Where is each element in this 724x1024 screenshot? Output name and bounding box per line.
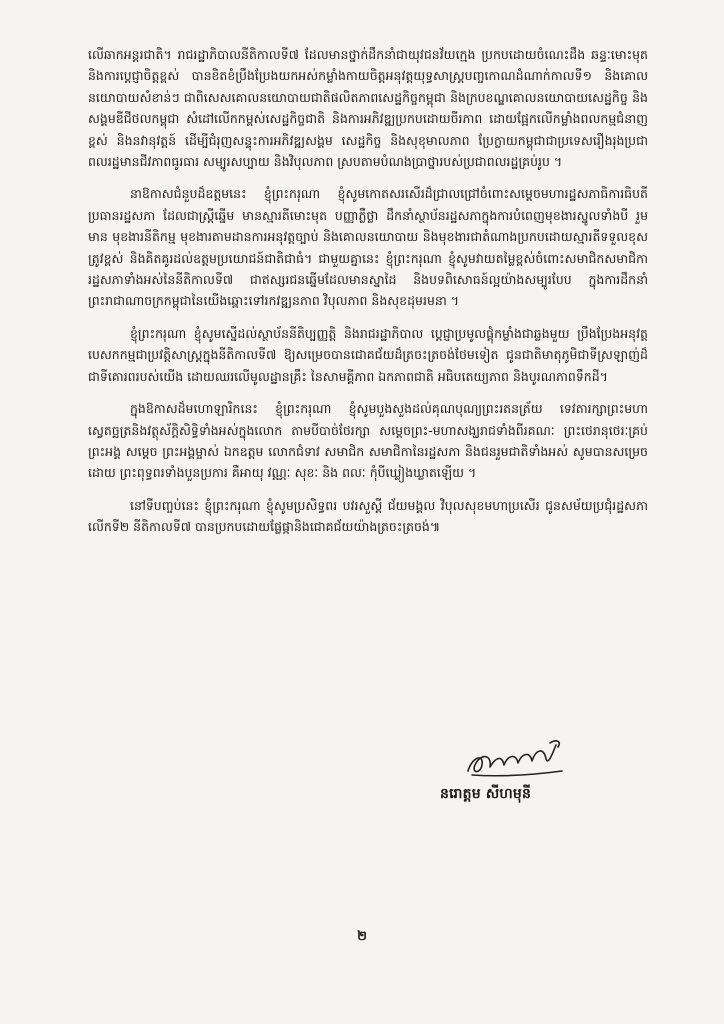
- letter-body: [88, 44, 648, 549]
- paragraph-4: ក្នុងឱកាសដ៏មហោឡារិកនេះ ខ្ញុំព្រះករុណា ខ្ញុំសូមបួងសួងដល់គុណបុណ្យព្រះរតនត្រ័យ ទេវតារក្សាព្រះមហាស្វេតច្ឆត្រនិងវត្ថុស័ក្តិសិទ្ធិទាំងអស់ក្នុងលោក តាមបីបាច់ថែរក្សា សម្តេចព្រះ-មហាសង្ឃរាជទាំងពីរគណៈ ព្រះថេរានុថេរៈគ្រប់ព្រះអង្គ សម្តេច ព្រះអង្គម្ចាស់ ឯកឧត្តម លោកជំទាវ សមាជិក សមាជិកានៃរដ្ឋសភា និងជនរួមជាតិទាំងអស់ សូមបានសម្រេចដោយ ព្រះពុទ្ធពរទាំងបួនប្រការ គឺអាយុ វណ្ណៈ សុខៈ និង ពលៈ កុំបីឃ្លៀងឃ្លាតឡើយ ។: [88, 401, 648, 481]
- handwritten-signature: [462, 735, 572, 781]
- paragraph-3: ខ្ញុំព្រះករុណា ខ្ញុំសូមស្នើដល់ស្ថាប័ននីតិប្បញ្ញត្តិ និងរាជរដ្ឋាភិបាល ប្តេជ្ញាប្រមូលផ្តុំកម្លាំងជាឆ្លងមួយ ប្រឹងប្រែងអនុវត្តបេសកកម្មជាប្រវត្តិសាស្ត្រក្នុងនីតិកាលទី៧ ឱ្យសម្រេចបានជោគជ័យដ៏ត្រចះត្រចង់ថែមទៀត ជូនជាតិមាតុភូមិជាទីស្រឡាញ់ដ៏ជាទីគោរពរបស់យើង ដោយឈរលើមូលដ្ឋានគ្រឹះ នៃសាមគ្គីភាព ឯកភាពជាតិ អធិបតេយ្យភាព និងបូរណភាពទឹកដី។: [88, 325, 648, 384]
- paragraph-5: នៅទីបញ្ចប់នេះ ខ្ញុំព្រះករុណា ខ្ញុំសូមប្រសិទ្ធពរ បវរសួស្តី ជ័យមង្គល វិបុលសុខមហាប្រសើរ ជូនសម័យប្រជុំរដ្ឋសភាលើកទី២ នីតិកាលទី៧ បានប្រកបដោយផ្លែផ្កានិងជោគជ័យយ៉ាងត្រចះត្រចង់៕: [88, 497, 648, 535]
- paragraph-2: នាឱកាសជំនួបដ៏ឧត្តមនេះ ខ្ញុំព្រះករុណា ខ្ញុំសូមកោតសរសើរដ៏ជ្រាលជ្រៅចំពោះសម្តេចមហារដ្ឋសភាធិការធិបតី ប្រធានរដ្ឋសភា ដែលជាស្ត្រីឆ្នើម មានស្មារតីមោះមុត បញ្ញាភ្លឺថ្លា ដឹកនាំស្ថាប័នរដ្ឋសភាក្នុងការបំពេញមុខងារស្នូលទាំងបី រួមមាន មុខងារនីតិកម្ម មុខងារតាមដានការអនុវត្តច្បាប់ និងគោលនយោបាយ និងមុខងារជាតំណាងប្រកបដោយស្មារតីទទួលខុសត្រូវខ្ពស់ និងគិតគូរដល់ឧត្តមប្រយោជន៍ជាតិជាធំ។ ជាមួយគ្នានេះ ខ្ញុំព្រះករុណា ខ្ញុំសូមវាយតម្លៃខ្ពស់ចំពោះសមាជិកសមាជិការដ្ឋសភាទាំងអស់នៃនីតិកាលទី៧ ជាឥស្សរជនឆ្នើមដែលមានស្នាដៃ និងបទពិសោធន៍ល្អយ៉ាងសម្បូរបែប ក្នុងការដឹកនាំព្រះរាជាណាចក្រកម្ពុជានៃយើងឆ្ពោះទៅរកវឌ្ឍនភាព វិបុលភាព និងសុខដុមរមនា ។: [88, 186, 648, 309]
- signer-name: នរោត្តម សីហមុនី: [440, 786, 532, 802]
- page-number: ២: [357, 929, 367, 944]
- paragraph-1: លើឆាកអន្តរជាតិ។ រាជរដ្ឋាភិបាលនីតិកាលទី៧ ដែលមានថ្នាក់ដឹកនាំជាយុវជនវ័យក្មេង ប្រកបដោយចំណេះដឹង ឆន្ទៈមោះមុតនិងការប្តេជ្ញាចិត្តខ្ពស់ បានខិតខំប្រឹងប្រែងយកអស់កម្លាំងកាយចិត្តអនុវត្តយុទ្ធសាស្ត្របញ្ចកោណដំណាក់កាលទី១ និងគោលនយោបាយសំខាន់ៗ ជាពិសេសគោលនយោបាយជាតិផលិតភាពសេដ្ឋកិច្ចកម្ពុជា និងក្របខណ្ឌគោលនយោបាយសេដ្ឋកិច្ច និងសង្គមឌីជីថលកម្ពុជា សំដៅលើកកម្ពស់សេដ្ឋកិច្ចជាតិ និងការអភិវឌ្ឍប្រកបដោយចីរភាព ដោយផ្អែកលើកម្លាំងពលកម្មជំនាញខ្ពស់ និងនវានុវត្តន៍ ដើម្បីជំរុញសន្ទុះការអភិវឌ្ឍសង្គម សេដ្ឋកិច្ច និងសុខុមាលភាព ប្រែក្លាយកម្ពុជាជាប្រទេសរឿងរុងប្រជាពលរដ្ឋមានជីវភាពធូរធារ សម្បូរសប្បាយ និងវិបុលភាព ស្របតាមបំណងប្រាថ្នារបស់ប្រជាពលរដ្ឋគ្រប់រូប ។: [88, 47, 648, 170]
